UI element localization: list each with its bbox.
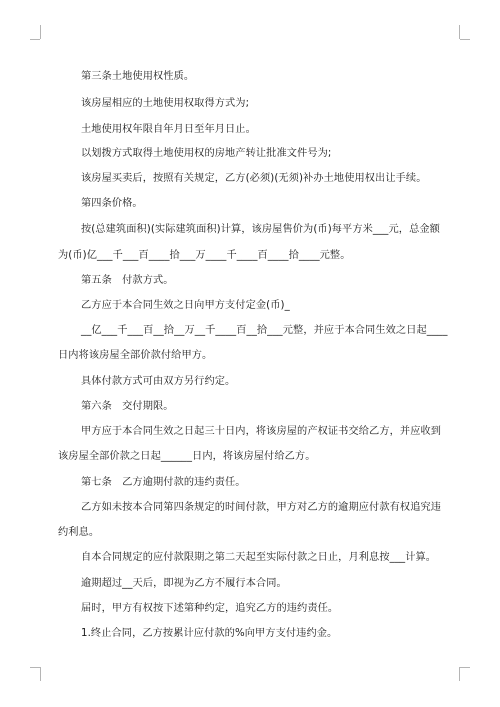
- crop-mark-top-right-horizontal: [460, 39, 470, 40]
- price-line-1: 按(总建筑面积)(实际建筑面积)计算，该房屋售价为(币)每平方米___元，总金额: [81, 224, 440, 235]
- delivery-line-1: 甲方应于本合同生效之日起三十日内，将该房屋的产权证书交给乙方，并应收到: [81, 426, 442, 437]
- price-line-2: 为(币)亿___千___百____拾___万____千____百____拾____元整。: [58, 250, 351, 261]
- crop-mark-bottom-right-vertical: [459, 667, 460, 681]
- deposit-line-2: __亿___千___百__拾__万__千____百__拾___元整，并应于本合同生效之日起____: [81, 325, 448, 336]
- crop-mark-bottom-left-horizontal: [30, 667, 40, 668]
- payment-method-line: 具体付款方式可由双方另行约定。: [81, 376, 236, 387]
- interest-line: 自本合同规定的应付款限期之第二天起至实际付款之日止，月利息按___计算。: [81, 552, 437, 563]
- land-transfer-procedure-line: 该房屋买卖后，按照有关规定，乙方(必须)(无须)补办土地使用权出让手续。: [81, 173, 427, 184]
- late-payment-line-2: 约利息。: [58, 527, 100, 538]
- deposit-line-1: 乙方应于本合同生效之日向甲方支付定金(币)_: [81, 300, 290, 311]
- clause-5-heading: 第五条 付款方式。: [81, 275, 174, 286]
- clause-7-heading: 第七条 乙方逾期付款的违约责任。: [81, 477, 246, 488]
- delivery-line-2: 该房屋全部价款之日起______日内，将该房屋付给乙方。: [58, 451, 316, 462]
- liability-line: 届时，甲方有权按下述第种约定，追究乙方的违约责任。: [81, 603, 339, 614]
- land-acquisition-line: 该房屋相应的土地使用权取得方式为;: [81, 98, 250, 109]
- clause-3-heading: 第三条土地使用权性质。: [81, 71, 195, 82]
- crop-mark-bottom-right-horizontal: [460, 667, 470, 668]
- land-term-line: 土地使用权年限自年月日至年月日止。: [81, 124, 256, 135]
- clause-4-heading: 第四条价格。: [81, 198, 143, 209]
- crop-mark-bottom-left-vertical: [40, 667, 41, 681]
- termination-line: 1.终止合同，乙方按累计应付款的%向甲方支付违约金。: [81, 628, 338, 639]
- deposit-line-3: 日内将该房屋全部价款付给甲方。: [58, 350, 213, 361]
- late-payment-line-1: 乙方如未按本合同第四条规定的时间付款，甲方对乙方的逾期应付款有权追究违: [81, 502, 442, 513]
- crop-mark-top-left-horizontal: [30, 39, 40, 40]
- clause-6-heading: 第六条 交付期限。: [81, 401, 174, 412]
- overdue-line: 逾期超过__天后，即视为乙方不履行本合同。: [81, 578, 287, 589]
- crop-mark-top-left-vertical: [40, 25, 41, 39]
- allocation-approval-line: 以划拨方式取得土地使用权的房地产转让批准文件号为;: [81, 148, 332, 159]
- crop-mark-top-right-vertical: [459, 25, 460, 39]
